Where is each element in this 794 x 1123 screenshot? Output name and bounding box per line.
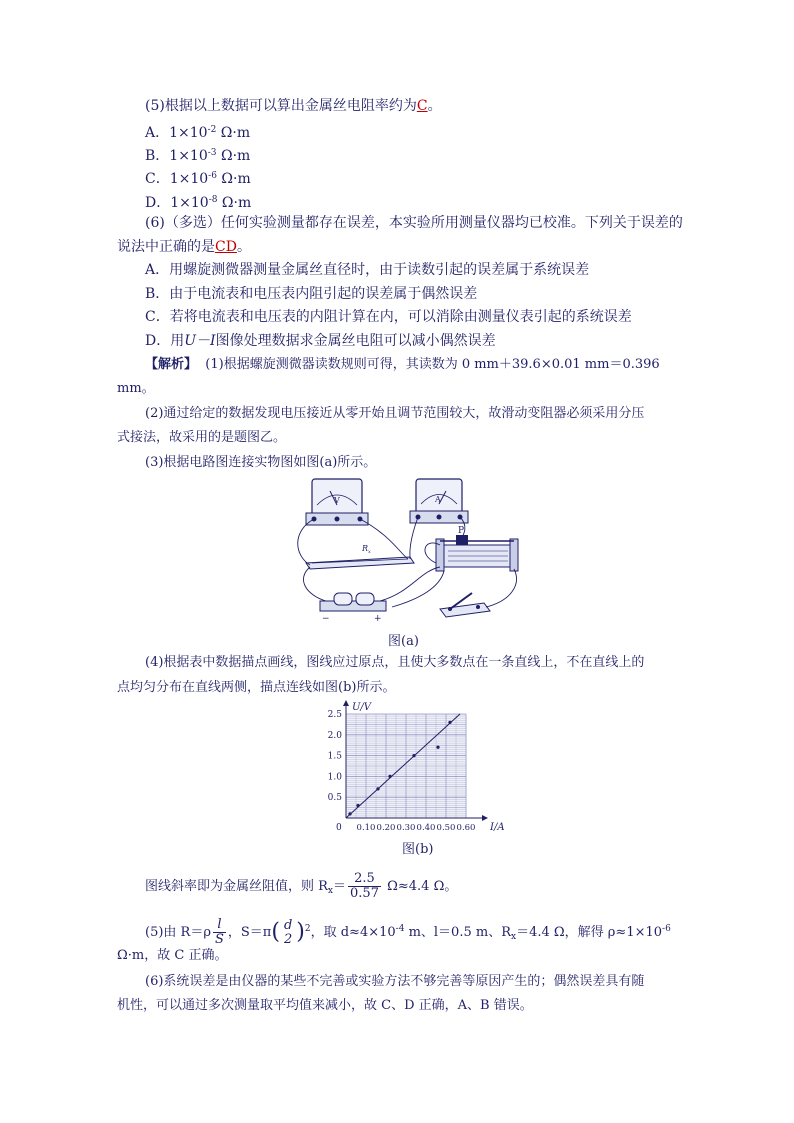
y-tick-label: 2.5 bbox=[327, 710, 342, 720]
q6-answer: CD bbox=[215, 239, 237, 255]
x-axis-label: I/A bbox=[490, 822, 505, 833]
analysis-p5-line1: (5)由 R＝ρ $\frac{l}{S}$ ，S＝π( d 2 )$^2$，取 $d\approx 4\times 10^{-4}$ m、l＝0.5 m、$R_x=4.4$ Ω，解得 $\rho\approx 1\times 10^{-6}$ bbox=[145, 917, 671, 947]
y-tick-label: 1.0 bbox=[327, 772, 342, 783]
y-tick-label: 1.5 bbox=[327, 751, 342, 762]
switch bbox=[440, 593, 490, 617]
voltmeter bbox=[306, 479, 368, 525]
q6-stem-line1: (6)（多选）任何实验测量都存在误差，本实验所用测量仪器均已校准。下列关于误差的 bbox=[145, 215, 683, 231]
analysis-p4-line1: (4)根据表中数据描点画线，图线应过原点，且使大多数点在一条直线上，不在直线上的 bbox=[145, 655, 645, 670]
x-tick-label: 0.50 bbox=[436, 823, 456, 833]
p5-fraction-d2: d 2 bbox=[283, 917, 293, 947]
y-tick-label: 0.5 bbox=[327, 793, 342, 804]
q5-option-c: C．$1\times 10^{-6}$ Ω·m bbox=[145, 171, 251, 187]
x-tick-label: 0.40 bbox=[416, 823, 436, 833]
analysis-p6-line2: 机性，可以通过多次测量取平均值来减小，故 C、D 正确，A、B 错误。 bbox=[117, 998, 533, 1013]
analysis-p2-line1: (2)通过给定的数据发现电压接近从零开始且调节范围较大，故滑动变阻器必须采用分压 bbox=[145, 406, 645, 421]
q6-option-d: D．用U－I图像处理数据求金属丝电阻可以减小偶然误差 bbox=[145, 333, 496, 349]
analysis-p6-line1: (6)系统误差是由仪器的某些不完善或实验方法不够完善等原因产生的；偶然误差具有随 bbox=[145, 974, 645, 989]
x-tick-label: 0.10 bbox=[356, 823, 376, 833]
battery-plus: + bbox=[374, 614, 382, 623]
y-tick-label: 2.0 bbox=[327, 730, 342, 741]
analysis-p3: (3)根据电路图连接实物图如图(a)所示。 bbox=[145, 455, 377, 470]
q6-option-a: A．用螺旋测微器测量金属丝直径时，由于读数引起的误差属于系统误差 bbox=[145, 262, 590, 278]
figure-a-circuit bbox=[290, 475, 530, 623]
y-axis-label: U/V bbox=[352, 702, 372, 713]
q5-option-a: A．$1\times 10^{-2}$ Ω·m bbox=[145, 125, 251, 141]
slider-label: P bbox=[458, 526, 465, 536]
ammeter bbox=[410, 479, 468, 523]
slope-fraction: $\frac{2.5}{0.57}$ bbox=[350, 871, 379, 901]
p5-fraction-ls: $\frac{l}{S}$ bbox=[214, 917, 224, 947]
voltmeter-label: V bbox=[334, 496, 340, 505]
q6-option-c: C．若将电流表和电压表的内阻计算在内，可以消除由测量仪表引起的系统误差 bbox=[145, 309, 632, 325]
analysis-p4-line2: 点均匀分布在直线两侧，描点连线如图(b)所示。 bbox=[117, 680, 396, 695]
q6-option-b: B．由于电流表和电压表内阻引起的误差属于偶然误差 bbox=[145, 286, 478, 302]
x-tick-label: 0.60 bbox=[456, 823, 476, 833]
q6-stem-line2: 说法中正确的是CD。 bbox=[117, 239, 251, 255]
analysis-p1-line2: mm。 bbox=[117, 381, 155, 396]
analysis-tag: 【解析】 bbox=[145, 357, 198, 372]
resistance-wire bbox=[306, 544, 414, 569]
y-axis-arrow bbox=[343, 700, 349, 706]
data-point bbox=[356, 804, 359, 807]
data-point bbox=[388, 775, 391, 778]
ammeter-label: A bbox=[435, 495, 441, 504]
analysis-slope: 图线斜率即为金属丝阻值，则 $R_x=$ $\frac{2.5}{0.57}$ Ω≈4.4 Ω。 bbox=[145, 871, 458, 901]
data-point bbox=[348, 812, 351, 815]
analysis-p1-line1: 【解析】 (1)根据螺旋测微器读数规则可得，其读数为 0 mm＋39.6×0.01 mm＝0.396 bbox=[145, 357, 660, 372]
origin-label: 0 bbox=[336, 823, 342, 833]
analysis-p5-line2: Ω·m，故 C 正确。 bbox=[117, 948, 228, 963]
battery-minus: − bbox=[322, 614, 330, 623]
figure-a-caption: 图(a) bbox=[388, 634, 419, 649]
data-point bbox=[376, 787, 379, 790]
figure-b-caption: 图(b) bbox=[402, 842, 434, 857]
rheostat bbox=[436, 526, 518, 571]
q5-option-b: B．$1\times 10^{-3}$ Ω·m bbox=[145, 148, 251, 164]
rx-label: $R_x$ bbox=[362, 544, 371, 555]
q5-stem: (5)根据以上数据可以算出金属丝电阻率约为C。 bbox=[145, 98, 442, 114]
battery bbox=[320, 593, 386, 623]
figure-b-chart bbox=[320, 700, 520, 838]
x-axis-arrow bbox=[482, 815, 488, 821]
data-point bbox=[412, 754, 415, 757]
data-point bbox=[448, 721, 451, 724]
data-point bbox=[436, 746, 439, 749]
q5-option-d: D．$1\times 10^{-8}$ Ω·m bbox=[145, 195, 252, 211]
q5-answer: C bbox=[416, 98, 428, 114]
analysis-p2-line2: 式接法，故采用的是题图乙。 bbox=[117, 430, 287, 445]
x-tick-label: 0.30 bbox=[396, 823, 416, 833]
x-tick-label: 0.20 bbox=[376, 823, 396, 833]
